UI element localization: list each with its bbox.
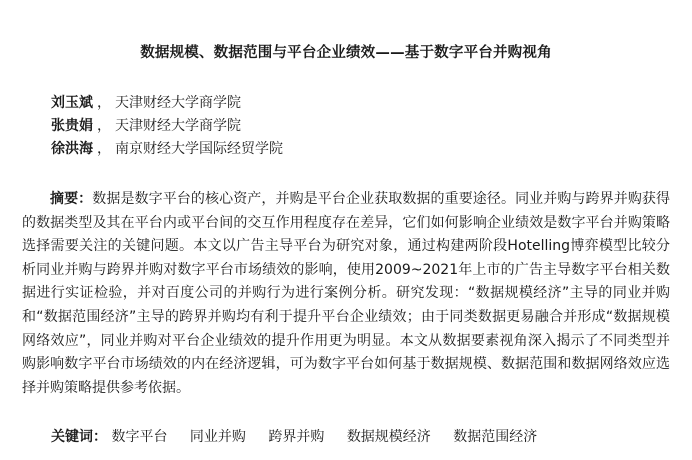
author-name: 刘玉斌 — [51, 95, 93, 111]
abstract-label: 摘要： — [50, 191, 93, 207]
paper-title: 数据规模、数据范围与平台企业绩效——基于数字平台并购视角 — [140, 45, 552, 61]
author-separator: ， — [97, 95, 111, 111]
keyword-item: 数据范围经济 — [453, 429, 538, 445]
keyword-item: 跨界并购 — [268, 429, 325, 445]
author-separator: ， — [97, 141, 111, 157]
author-entry — [51, 115, 283, 138]
keyword-item: 数字平台 — [111, 429, 168, 445]
keywords-label: 关键词： — [51, 429, 107, 445]
author-separator: ， — [97, 118, 111, 134]
keywords-line — [51, 427, 555, 447]
author-list — [51, 92, 283, 161]
author-affiliation: 天津财经大学商学院 — [115, 95, 241, 111]
author-name: 张贵娟 — [51, 118, 93, 134]
author-affiliation: 南京财经大学国际经贸学院 — [115, 141, 283, 157]
author-name: 徐洪海 — [51, 141, 93, 157]
keyword-item: 同业并购 — [189, 429, 246, 445]
abstract-text: 数据是数字平台的核心资产，并购是平台企业获取数据的重要途径。同业并购与跨界并购获得的数据类型及其在平台内或平台间的交互作用程度存在差异，它们如何影响企业绩效是数字平台并购策略选择需要关注的关键问题。本文以广告主导平台为研究对象，通过构建两阶段Hotelling博弈模型比较分析同业并购与跨界并购对数字平台市场绩效的影响，使用2009~2021年上市的广告主导数字平台相关数据进行实证检验，并对百度公司的并购行为进行案例分析。研究发现：“数据规模经济”主导的同业并购和“数据范围经济”主导的跨界并购均有利于提升平台企业绩效；由于同类数据更易融合并形成“数据规模网络效应”，同业并购对平台企业绩效的提升作用更为明显。本文从数据要素视角深入揭示了不同类型并购影响数字平台市场绩效的内在经济逻辑，可为数字平台如何基于数据规模、数据范围和数据网络效应选择并购策略提供参考依据。 — [22, 191, 670, 396]
author-entry — [51, 138, 283, 161]
abstract-paragraph — [22, 188, 670, 400]
author-entry — [51, 92, 283, 115]
author-affiliation: 天津财经大学商学院 — [115, 118, 241, 134]
keyword-item: 数据规模经济 — [346, 429, 431, 445]
